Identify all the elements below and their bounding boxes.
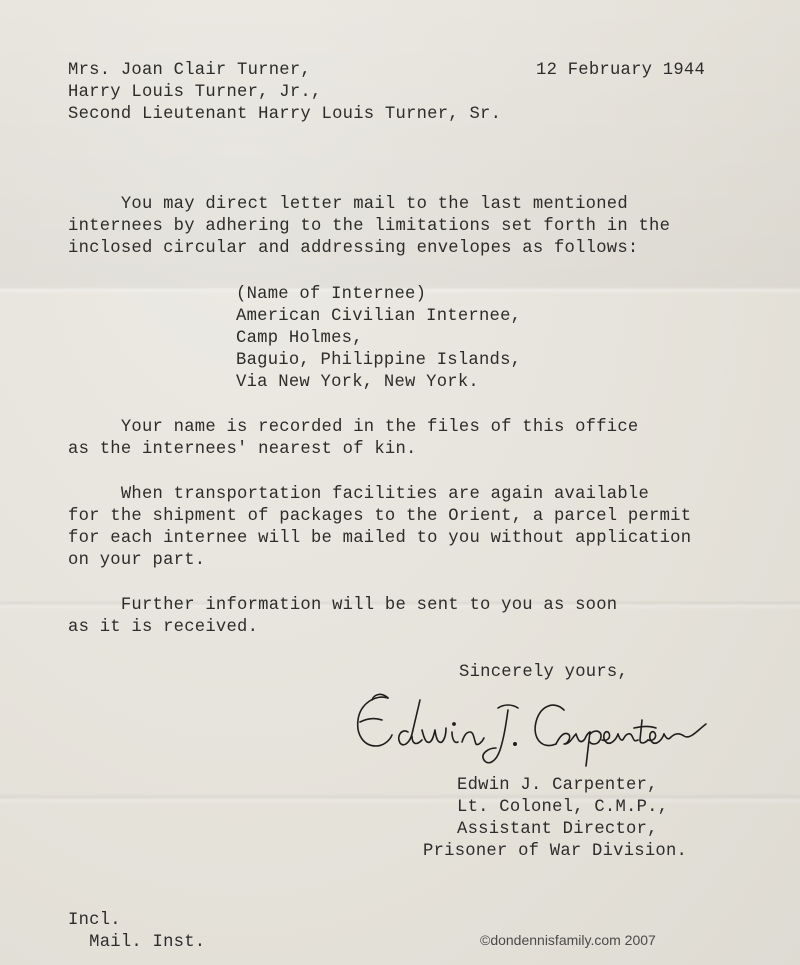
body-line: You may direct letter mail to the last mentioned (68, 195, 628, 214)
handwritten-signature (350, 680, 730, 780)
signer-line: Edwin J. Carpenter, (457, 776, 658, 795)
addressee-line: Second Lieutenant Harry Louis Turner, Sr. (68, 105, 502, 124)
body-line: as the internees' nearest of kin. (68, 440, 417, 459)
signer-line: Prisoner of War Division. (423, 842, 688, 861)
address-line: Via New York, New York. (236, 373, 479, 392)
addressee-line: Harry Louis Turner, Jr., (68, 83, 322, 102)
signer-line: Lt. Colonel, C.M.P., (457, 798, 669, 817)
body-line: internees by adhering to the limitations set forth in the (68, 217, 671, 236)
address-line: American Civilian Internee, (236, 307, 522, 326)
address-line: (Name of Internee) (236, 285, 427, 304)
body-line: inclosed circular and addressing envelopes as follows: (68, 239, 639, 258)
enclosure-line: Mail. Inst. (68, 933, 206, 952)
address-line: Baguio, Philippine Islands, (236, 351, 522, 370)
body-line: When transportation facilities are again available (68, 485, 650, 504)
body-line: Your name is recorded in the files of this office (68, 418, 639, 437)
addressee-line: Mrs. Joan Clair Turner, (68, 61, 311, 80)
copyright-watermark: ©dondennisfamily.com 2007 (480, 932, 656, 948)
enclosure-line: Incl. (68, 911, 121, 930)
body-line: on your part. (68, 551, 206, 570)
signer-line: Assistant Director, (457, 820, 658, 839)
body-line: for the shipment of packages to the Orient, a parcel permit (68, 507, 692, 526)
closing: Sincerely yours, (459, 663, 629, 682)
body-line: Further information will be sent to you as soon (68, 596, 618, 615)
address-line: Camp Holmes, (236, 329, 363, 348)
letter-date: 12 February 1944 (536, 61, 706, 80)
body-line: as it is received. (68, 618, 259, 637)
body-line: for each internee will be mailed to you without application (68, 529, 692, 548)
